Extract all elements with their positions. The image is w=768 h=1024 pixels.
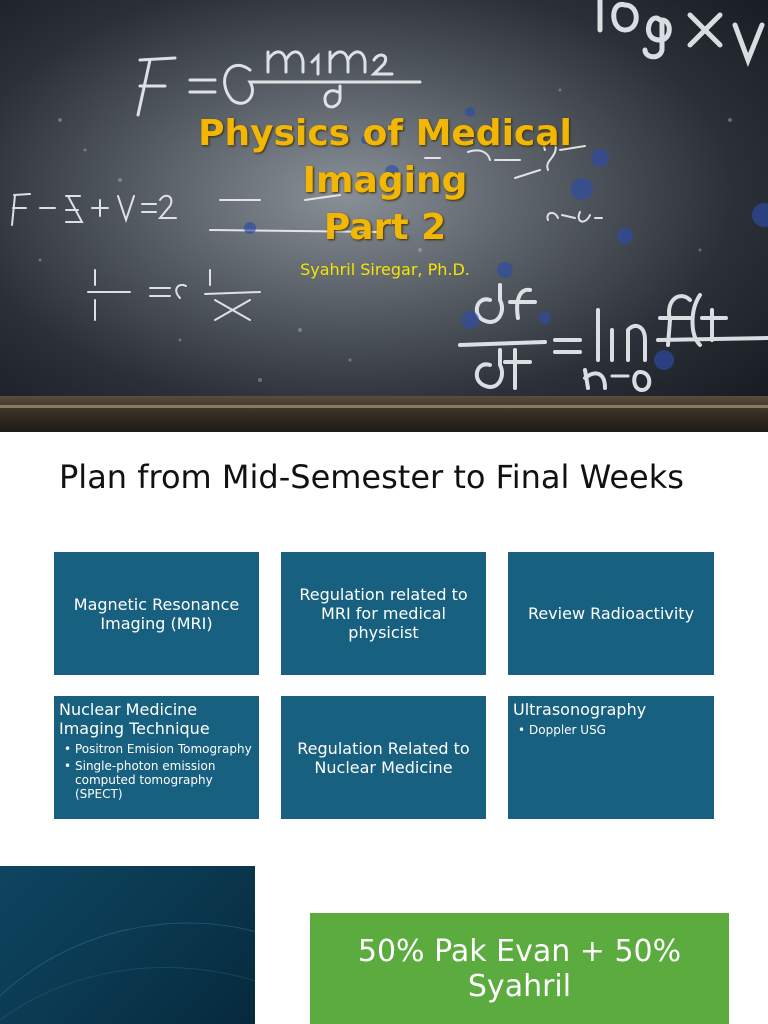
list-item: • Doppler USG [529,723,709,737]
author-name: Syahril Siregar, Ph.D. [300,260,470,279]
tile-mri [54,552,259,675]
tile-nuclear-medicine-list [59,742,254,801]
slide-title [130,108,640,249]
title-line-2: Imaging [302,160,468,201]
panel-arc-decoration [0,866,255,1024]
title-line-3: Part 2 [323,207,447,248]
tile-mri-regulation [281,552,486,675]
tile-radioactivity-label: Review Radioactivity [527,604,695,623]
tile-mri-label: Magnetic Resonance Imaging (MRI) [73,594,240,633]
tile-radioactivity [508,552,714,675]
tile-nuclear-regulation [281,696,486,819]
list-item: • Positron Emision Tomography [75,742,254,756]
plan-slide [0,432,768,842]
contribution-box [310,913,729,1024]
chalkboard-frame-edge [0,405,768,408]
tile-ultrasonography [508,696,714,819]
tile-nuclear-regulation-label: Regulation Related to Nuclear Medicine [297,738,470,777]
list-item: • Single-photon emission computed tomography (SPECT) [75,759,254,801]
plan-title: Plan from Mid-Semester to Final Weeks [59,458,684,496]
chalkboard-frame [0,396,768,432]
tile-nuclear-medicine [54,696,259,819]
contribution-text: 50% Pak Evan + 50% Syahril [357,933,682,1004]
decorative-panel [0,866,255,1024]
title-slide [0,0,768,432]
title-line-1: Physics of Medical [198,113,572,154]
assignment-slide [0,842,768,1024]
tile-ultrasonography-list [513,723,709,737]
tile-mri-regulation-label: Regulation related to MRI for medical physicist [299,585,468,642]
tile-nuclear-medicine-label: Nuclear Medicine Imaging Technique [59,700,210,738]
tile-ultrasonography-label: Ultrasonography [513,700,647,719]
